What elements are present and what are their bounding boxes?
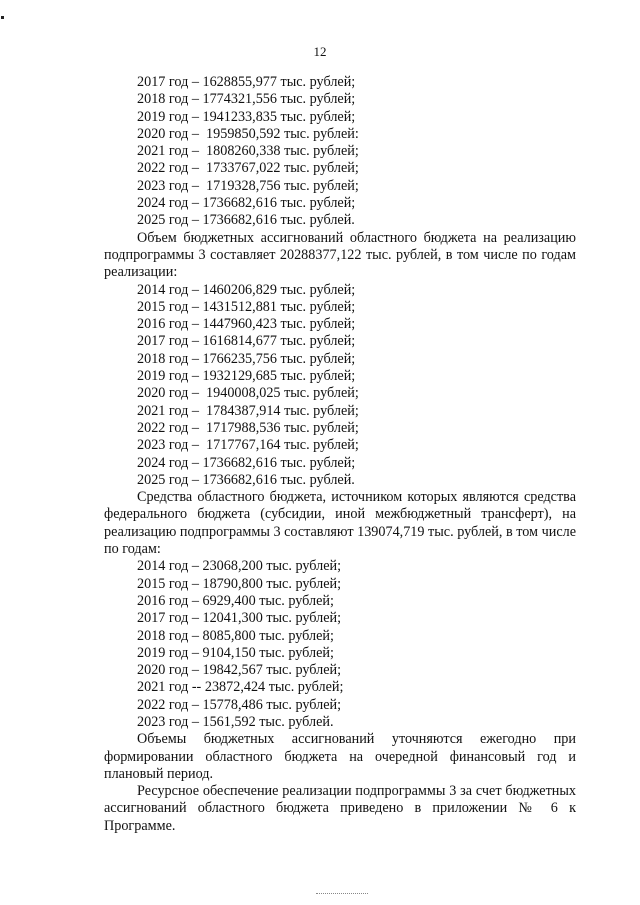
amount-value: 1784387,914 тыс. рублей; <box>202 402 359 419</box>
year-label: 2018 год – <box>137 350 199 367</box>
list-item <box>137 662 576 679</box>
list-item <box>137 645 576 662</box>
year-label: 2021 год -- <box>137 679 202 696</box>
list-item <box>137 437 576 454</box>
amount-value: 1431512,881 тыс. рублей; <box>202 298 356 315</box>
year-label: 2017 год – <box>137 74 199 90</box>
list-item <box>137 160 576 177</box>
year-label: 2018 год – <box>137 91 199 108</box>
amount-value: 1774321,556 тыс. рублей; <box>202 91 356 108</box>
year-label: 2021 год – <box>137 143 199 160</box>
list-item <box>137 420 576 437</box>
year-label: 2024 год – <box>137 454 199 471</box>
year-label: 2015 год – <box>137 298 199 315</box>
year-label: 2017 год – <box>137 610 199 627</box>
year-label: 2019 год – <box>137 108 199 125</box>
amount-value: 1717767,164 тыс. рублей; <box>202 437 359 454</box>
year-label: 2025 год – <box>137 212 199 229</box>
list-item <box>137 455 576 472</box>
year-label: 2022 год – <box>137 160 199 177</box>
amount-value: 1766235,756 тыс. рублей; <box>202 350 356 367</box>
amount-value: 1959850,592 тыс. рублей: <box>202 125 359 142</box>
list-item <box>137 333 576 350</box>
list-item <box>137 351 576 368</box>
year-label: 2020 год – <box>137 125 199 142</box>
paragraph-annual-adjustment: Объемы бюджетных ассигнований уточняются ежегодно при формировании областного бюджета на очередной финансовый год и плановый период. <box>104 731 576 782</box>
list-item <box>137 109 576 126</box>
list-item <box>137 610 576 627</box>
list-item <box>137 385 576 402</box>
amount-value: 19842,567 тыс. рублей; <box>202 662 342 679</box>
list-item <box>137 74 576 91</box>
paragraph-total-allocation: Объем бюджетных ассигнований областного бюджета на реализацию подпрограммы 3 составляет 20288377,122 тыс. рублей, в том числе по годам реализации: <box>104 229 576 281</box>
year-label: 2020 год – <box>137 385 199 402</box>
amount-value: 1808260,338 тыс. рублей; <box>202 143 359 160</box>
document-body <box>104 74 576 835</box>
amount-value: 8085,800 тыс. рублей; <box>202 627 334 644</box>
year-label: 2023 год – <box>137 713 199 730</box>
amount-value: 1447960,423 тыс. рублей; <box>202 316 356 333</box>
list-item <box>137 679 576 696</box>
list-item <box>137 628 576 645</box>
amount-value: 1460206,829 тыс. рублей; <box>202 281 356 298</box>
year-label: 2014 год – <box>137 281 199 298</box>
list-item <box>137 178 576 195</box>
year-label: 2023 год – <box>137 177 199 194</box>
amount-value: 1733767,022 тыс. рублей; <box>202 160 359 177</box>
list-item <box>137 212 576 229</box>
list-item <box>137 714 576 731</box>
amount-value: 1719328,756 тыс. рублей; <box>202 177 359 194</box>
list-item <box>137 282 576 299</box>
amount-value: 1736682,616 тыс. рублей. <box>202 471 355 488</box>
year-label: 2017 год – <box>137 333 199 350</box>
amount-value: 1941233,835 тыс. рублей; <box>202 108 356 125</box>
page-number: 12 <box>313 44 327 59</box>
year-label: 2016 год – <box>137 316 199 333</box>
list-item <box>137 593 576 610</box>
amount-value: 1628855,977 тыс. рублей; <box>202 74 356 90</box>
year-label: 2015 год – <box>137 575 199 592</box>
year-label: 2022 год – <box>137 696 199 713</box>
amount-value: 23068,200 тыс. рублей; <box>202 558 342 575</box>
year-label: 2016 год – <box>137 592 199 609</box>
year-label: 2014 год – <box>137 558 199 575</box>
year-label: 2021 год – <box>137 402 199 419</box>
year-label: 2024 год – <box>137 195 199 212</box>
year-label: 2019 год – <box>137 368 199 385</box>
footer-scan-mark <box>316 893 368 895</box>
year-label: 2018 год – <box>137 627 199 644</box>
amount-value: 1736682,616 тыс. рублей. <box>202 212 355 229</box>
list-item <box>137 368 576 385</box>
list-item <box>137 91 576 108</box>
funding-list-a <box>104 74 576 230</box>
list-item <box>137 472 576 489</box>
year-label: 2023 год – <box>137 437 199 454</box>
scan-artifact-dot <box>1 16 4 19</box>
amount-value: 12041,300 тыс. рублей; <box>202 610 342 627</box>
amount-value: 6929,400 тыс. рублей; <box>202 592 334 609</box>
amount-value: 1940008,025 тыс. рублей; <box>202 385 359 402</box>
amount-value: 1736682,616 тыс. рублей; <box>202 454 356 471</box>
list-item <box>137 195 576 212</box>
list-item <box>137 558 576 575</box>
list-item <box>137 697 576 714</box>
list-item <box>137 143 576 160</box>
amount-value: 23872,424 тыс. рублей; <box>204 679 344 696</box>
year-label: 2020 год – <box>137 662 199 679</box>
list-item <box>137 126 576 143</box>
amount-value: 1717988,536 тыс. рублей; <box>202 419 359 436</box>
amount-value: 1932129,685 тыс. рублей; <box>202 368 356 385</box>
year-label: 2019 год – <box>137 644 199 661</box>
list-item <box>137 316 576 333</box>
year-label: 2022 год – <box>137 419 199 436</box>
amount-value: 18790,800 тыс. рублей; <box>202 575 342 592</box>
list-item <box>137 403 576 420</box>
funding-list-c <box>104 558 576 731</box>
paragraph-resource-provision: Ресурсное обеспечение реализации подпрограммы 3 за счет бюджетных ассигнований областного бюджета приведено в приложении № 6 к Программе. <box>104 783 576 834</box>
paragraph-federal-funds: Средства областного бюджета, источником которых являются средства федерального бюджета (субсидии, иной межбюджетный трансферт), на реализацию подпрограммы 3 составляют 139074,719 тыс. рублей, в том числе по годам: <box>104 489 576 558</box>
list-item <box>137 576 576 593</box>
amount-value: 15778,486 тыс. рублей; <box>202 696 342 713</box>
amount-value: 9104,150 тыс. рублей; <box>202 644 334 661</box>
amount-value: 1736682,616 тыс. рублей; <box>202 195 356 212</box>
list-item <box>137 299 576 316</box>
funding-list-b <box>104 282 576 490</box>
year-label: 2025 год – <box>137 471 199 488</box>
amount-value: 1561,592 тыс. рублей. <box>202 713 334 730</box>
amount-value: 1616814,677 тыс. рублей; <box>202 333 356 350</box>
